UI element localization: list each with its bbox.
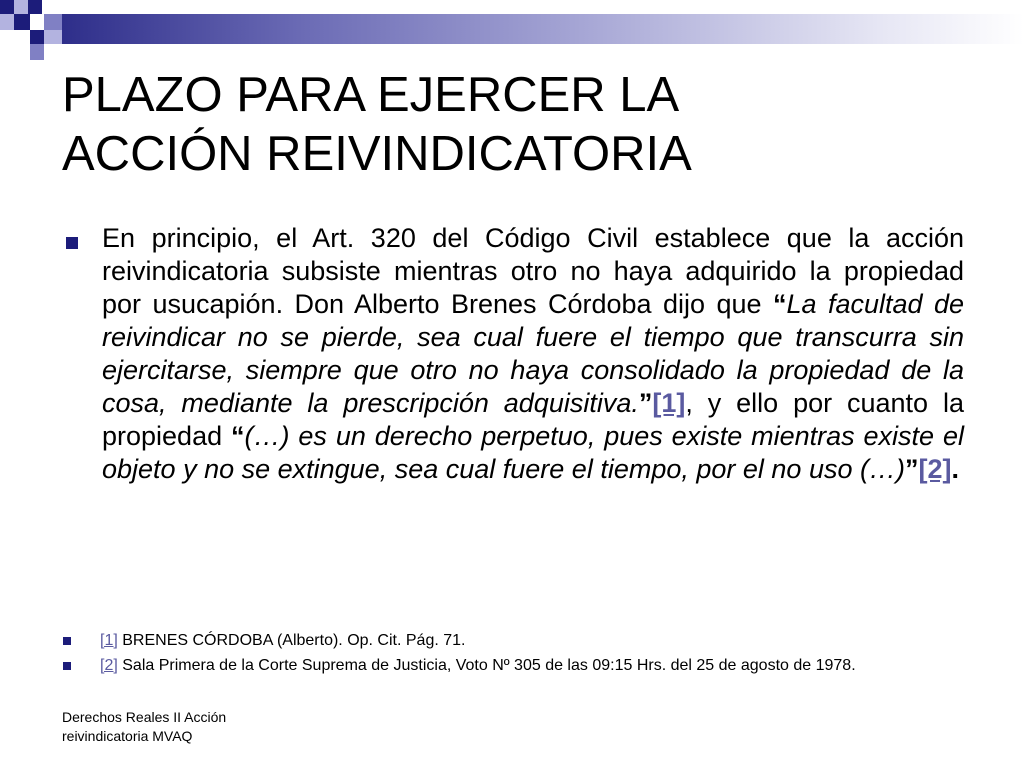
- quote-2: (…) es un derecho perpetuo, pues existe mientras existe el objeto y no se extingue, sea cual fuere el tiempo, por el no uso (…): [102, 421, 964, 484]
- decor-square: [30, 44, 44, 60]
- quote-1: La facultad de reivindicar no se pierde, sea cual fuere el tiempo que transcurra sin ejercitarse, siempre que otro no haya consolidado la propiedad de la cosa, mediante la prescripción adquisitiva.: [102, 289, 964, 418]
- decor-square: [28, 0, 42, 14]
- title-line-2: ACCIÓN REIVINDICATORIA: [62, 127, 692, 181]
- footer-line-1: Derechos Reales II Acción: [62, 709, 227, 725]
- footnote-1: [100, 631, 970, 650]
- decor-square: [0, 0, 14, 14]
- quote-open-mark: “: [231, 421, 245, 451]
- slide-footer: [62, 708, 292, 746]
- body-text-intro: En principio, el Art. 320 del Código Civil establece que la acción reivindicatoria subsiste mientras otro no haya adquirido la propiedad por usucapión. Don Alberto Brenes Córdoba dijo que: [102, 223, 964, 319]
- body-text-end: .: [951, 454, 959, 484]
- quote-close-mark: ”: [904, 454, 919, 484]
- slide-title: [62, 66, 962, 184]
- footnote-ref-1-link[interactable]: [1]: [652, 388, 686, 418]
- footnote-2-anchor-link[interactable]: [2]: [100, 657, 118, 674]
- slide-decoration: [0, 0, 1024, 62]
- footnote-2-text: Sala Primera de la Corte Suprema de Justicia, Voto Nº 305 de las 09:15 Hrs. del 25 de agosto de 1978.: [117, 657, 856, 674]
- quote-close-mark: ”: [638, 388, 653, 418]
- body-text-middle: , y ello por cuanto la propiedad: [102, 388, 964, 451]
- footnote-ref-2-link[interactable]: [2]: [918, 454, 952, 484]
- decor-square: [14, 0, 28, 14]
- decor-square: [44, 14, 62, 30]
- header-gradient-bar: [62, 14, 1024, 44]
- footnote-1-anchor-link[interactable]: [1]: [100, 632, 118, 649]
- decor-square: [14, 14, 30, 30]
- footnote-bullet-icon: [63, 637, 71, 645]
- quote-open-mark: “: [772, 289, 787, 319]
- title-line-1: PLAZO PARA EJERCER LA: [62, 68, 680, 122]
- bullet-square-icon: [66, 237, 78, 249]
- main-bullet-text: [102, 222, 964, 486]
- decor-square: [30, 30, 44, 44]
- decor-square: [0, 14, 14, 30]
- decor-square: [44, 30, 62, 44]
- footnote-bullet-icon: [63, 662, 71, 670]
- footnote-2: [100, 656, 970, 675]
- footnote-1-text: BRENES CÓRDOBA (Alberto). Op. Cit. Pág. 71.: [117, 632, 466, 649]
- footer-line-2: reivindicatoria MVAQ: [62, 728, 193, 744]
